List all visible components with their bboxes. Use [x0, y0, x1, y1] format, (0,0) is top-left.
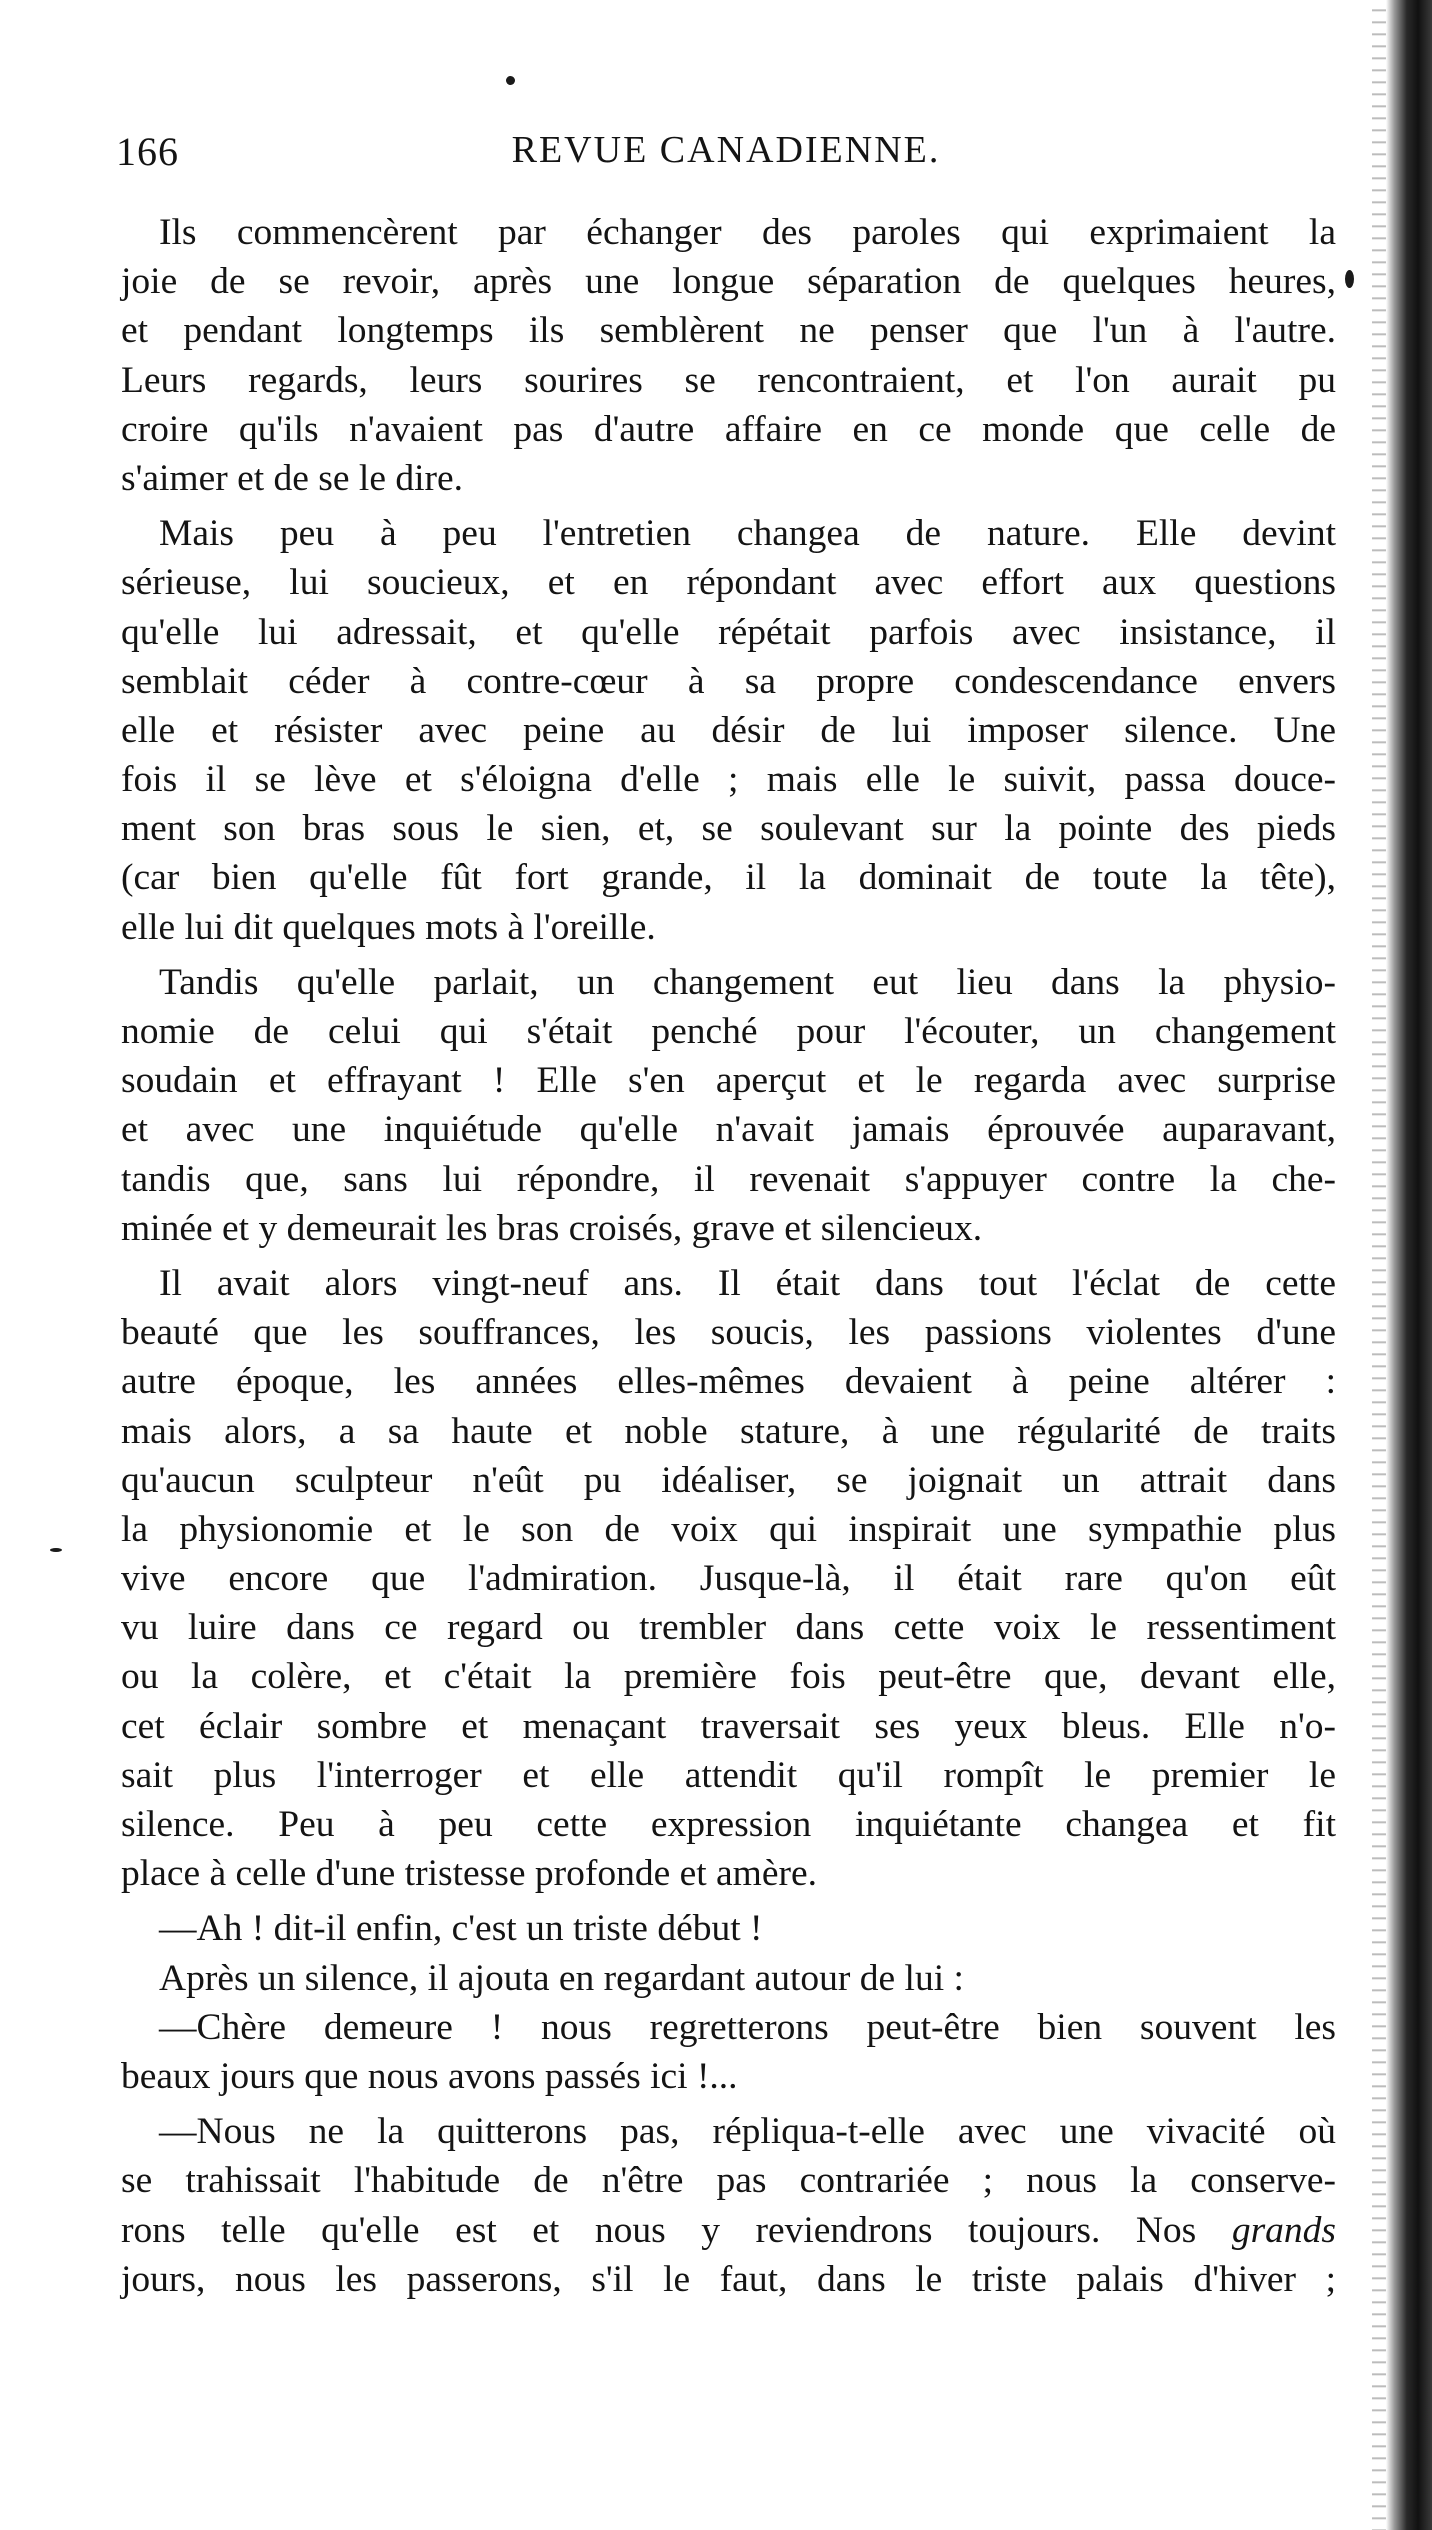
text-line: Mais peu à peu l'entretien changea de nature. Elle devint	[159, 513, 1336, 555]
text-line: semblait céder à contre-cœur à sa propre condescendance envers	[121, 660, 1336, 702]
text-line: Leurs regards, leurs sourires se rencontraient, et l'on aurait pu	[121, 359, 1336, 401]
text-line: nomie de celui qui s'était penché pour l'écouter, un changement	[121, 1011, 1336, 1052]
text-line: fois il se lève et s'éloigna d'elle ; mais elle le suivit, passa douce-	[121, 759, 1336, 801]
text-line: qu'aucun sculpteur n'eût pu idéaliser, se joignait un attrait dans	[121, 1459, 1336, 1501]
text-line: et pendant longtemps ils semblèrent ne penser que l'un à l'autre.	[121, 310, 1336, 352]
text-line: minée et y demeurait les bras croisés, grave et silencieux.	[121, 1207, 983, 1249]
text-line: ment son bras sous le sien, et, se soulevant sur la pointe des pieds	[121, 808, 1336, 850]
text-line: croire qu'ils n'avaient pas d'autre affaire en ce monde que celle de	[121, 408, 1336, 450]
paragraph	[121, 1954, 1336, 2003]
text-line: rons telle qu'elle est et nous y reviendrons toujours. Nos grands	[121, 2209, 1336, 2251]
paragraph	[121, 958, 1336, 1253]
journal-title: REVUE CANADIENNE.	[511, 129, 941, 171]
running-head	[116, 128, 1336, 188]
text-line: tandis que, sans lui répondre, il revenait s'appuyer contre la che-	[121, 1158, 1336, 1200]
text-line: cet éclair sombre et menaçant traversait ses yeux bleus. Elle n'o-	[121, 1705, 1336, 1747]
text-line: soudain et effrayant ! Elle s'en aperçut et le regarda avec surprise	[121, 1060, 1336, 1102]
text-line: beaux jours que nous avons passés ici !...	[121, 2055, 738, 2097]
text-line: —Ah ! dit-il enfin, c'est un triste début !	[159, 1908, 763, 1950]
text-line: Tandis qu'elle parlait, un changement eut lieu dans la physio-	[159, 961, 1336, 1003]
text-line: ou la colère, et c'était la première fois peut-être que, devant elle,	[121, 1656, 1336, 1698]
body-text	[121, 208, 1336, 2304]
paragraph	[121, 2107, 1336, 2304]
text-line: autre époque, les années elles-mêmes devaient à peine altérer :	[121, 1361, 1336, 1403]
text-line: vu luire dans ce regard ou trembler dans cette voix le ressentiment	[121, 1607, 1336, 1649]
text-line: elle et résister avec peine au désir de lui imposer silence. Une	[121, 709, 1336, 751]
text-line: se trahissait l'habitude de n'être pas contrariée ; nous la conserve-	[121, 2160, 1336, 2202]
text-line: qu'elle lui adressait, et qu'elle répétait parfois avec insistance, il	[121, 611, 1336, 653]
text-line: mais alors, a sa haute et noble stature, à une régularité de traits	[121, 1410, 1336, 1452]
text-line: Ils commencèrent par échanger des paroles qui exprimaient la	[159, 212, 1336, 253]
text-line: s'aimer et de se le dire.	[121, 457, 464, 499]
text-line: (car bien qu'elle fût fort grande, il la dominait de toute la tête),	[121, 857, 1336, 899]
text-line: joie de se revoir, après une longue séparation de quelques heures,	[121, 261, 1336, 303]
text-line: Il avait alors vingt-neuf ans. Il était dans tout l'éclat de cette	[159, 1262, 1336, 1304]
text-line: sait plus l'interroger et elle attendit qu'il rompît le premier le	[121, 1754, 1336, 1796]
text-line: Après un silence, il ajouta en regardant autour de lui :	[159, 1957, 964, 1999]
print-speck	[506, 76, 515, 85]
text-line: —Chère demeure ! nous regretterons peut-être bien souvent les	[159, 2006, 1336, 2048]
paragraph	[121, 2003, 1336, 2101]
paragraph	[121, 509, 1336, 952]
text-line: elle lui dit quelques mots à l'oreille.	[121, 906, 656, 948]
text-line: silence. Peu à peu cette expression inquiétante changea et fit	[121, 1804, 1336, 1845]
book-spine-shadow	[1386, 0, 1432, 2530]
text-line: sérieuse, lui soucieux, et en répondant avec effort aux questions	[121, 562, 1336, 604]
text-line: vive encore que l'admiration. Jusque-là, il était rare qu'on eût	[121, 1558, 1336, 1600]
paragraph	[121, 1259, 1336, 1898]
page-number: 166	[116, 129, 179, 174]
text-line: jours, nous les passerons, s'il le faut, dans le triste palais d'hiver ;	[121, 2258, 1336, 2300]
text-line: —Nous ne la quitterons pas, répliqua-t-elle avec une vivacité où	[159, 2111, 1336, 2153]
text-line: la physionomie et le son de voix qui inspirait une sympathie plus	[121, 1508, 1336, 1550]
print-speck	[50, 1548, 62, 1552]
paragraph	[121, 208, 1336, 503]
book-spine-edge	[1372, 0, 1386, 2530]
text-line: place à celle d'une tristesse profonde et amère.	[121, 1853, 818, 1895]
paragraph	[121, 1904, 1336, 1953]
text-line: beauté que les souffrances, les soucis, les passions violentes d'une	[121, 1312, 1336, 1354]
text-line: et avec une inquiétude qu'elle n'avait jamais éprouvée auparavant,	[121, 1109, 1336, 1151]
emphasized-word: grands	[1231, 2209, 1336, 2251]
print-speck	[1345, 270, 1354, 288]
